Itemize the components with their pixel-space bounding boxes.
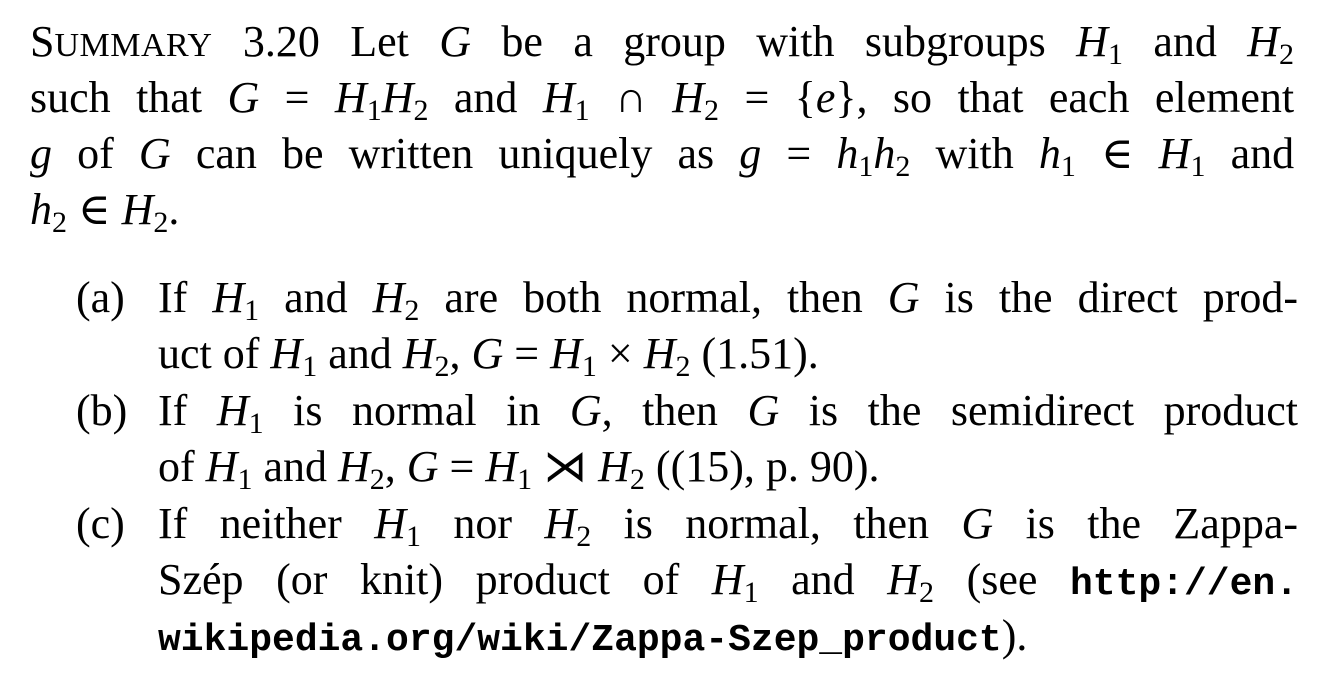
math-h2: $H_2$,: [337, 442, 396, 496]
math-h1: $H_1$: [1158, 129, 1206, 183]
identity-set: {e}, so that each element: [794, 73, 1295, 122]
reference: (1.51).: [701, 329, 819, 378]
summary-label: SUMMARY: [30, 17, 213, 66]
math-g-then: G, then: [569, 386, 718, 435]
math-h1: $H_1$: [711, 555, 759, 609]
math-h1: $H_1$: [485, 442, 533, 496]
math-h2: $H_2$: [544, 499, 592, 553]
math-h2: $H_2$: [643, 329, 691, 383]
summary-line-4: $h_2$ ∈ $H_2$.: [30, 185, 180, 239]
summary-line-3: g of G can be written uniquely as $g = h_1h_2$ with $h_1$ ∈ $H_1$ and: [30, 129, 1295, 183]
math-lower-h2: $h_2$: [30, 185, 67, 239]
item-c-line-2: Szép (or knit) product of $H_1$ and $H_2$ (see http://en.: [158, 555, 1299, 609]
math-h2: $H_2$: [887, 555, 935, 609]
item-a-line-1: If $H_1$ and $H_2$ are both normal, then G is the direct prod-: [158, 273, 1299, 327]
math-h2: $H_2$: [598, 442, 645, 496]
item-a-label: (a): [76, 273, 125, 322]
item-b-label: (b): [76, 386, 128, 435]
item-a-line-2: uct of $H_1$ and $H_2$, $G = H_1 \times H_2$ (1.51).: [158, 329, 819, 383]
math-h1: $H_1$: [1076, 17, 1123, 71]
url-link-part-1[interactable]: http://en.: [1069, 563, 1299, 606]
summary-number: 3.20: [242, 17, 320, 66]
summary-line-2: such that $G = H_1H_2$ and $H_1$ ∩ $H_2 = \{e\}$, so that each element: [30, 73, 1295, 127]
item-c-line-3: wikipedia.org/wiki/Zappa-Szep_product).: [158, 611, 1028, 662]
math-h1: $H_1$: [212, 273, 260, 327]
math-h1: $H_1$: [550, 329, 597, 383]
math-h2: $H_2$: [372, 273, 420, 327]
reference: ((15), p. 90).: [655, 442, 880, 491]
url-link-part-2[interactable]: wikipedia.org/wiki/Zappa-Szep_product: [158, 619, 1002, 662]
math-h1: $H_1$: [542, 73, 590, 127]
item-b-line-1: If $H_1$ is normal in G, then G is the semidirect product: [158, 386, 1299, 440]
math-h2: $H_2$: [672, 73, 720, 127]
math-h2: $H_2$.: [121, 185, 180, 239]
item-b-line-2: of $H_1$ and $H_2$, $G = H_1$ ⋊ $H_2$ ((15), p. 90).: [158, 442, 880, 496]
summary-line-1: SUMMARY 3.20 Let G be a group with subgroups $H_1$ and $H_2$: [30, 17, 1295, 71]
math-h2: $H_2$: [1247, 17, 1295, 71]
math-h1: $H_1$: [374, 499, 421, 553]
math-h2: $H_2$,: [402, 329, 461, 383]
math-h1h2: $H_1H_2$: [334, 73, 429, 127]
item-c-line-1: If neither $H_1$ nor $H_2$ is normal, then G is the Zappa-: [158, 499, 1299, 553]
item-c-label: (c): [76, 499, 125, 548]
math-h1: $H_1$: [205, 442, 253, 496]
math-lower-h1: $h_1$: [1038, 129, 1076, 183]
math-h1: $H_1$: [270, 329, 318, 383]
math-h1h2-lower: $h_1h_2$: [836, 129, 911, 183]
math-h1: $H_1$: [216, 386, 264, 440]
